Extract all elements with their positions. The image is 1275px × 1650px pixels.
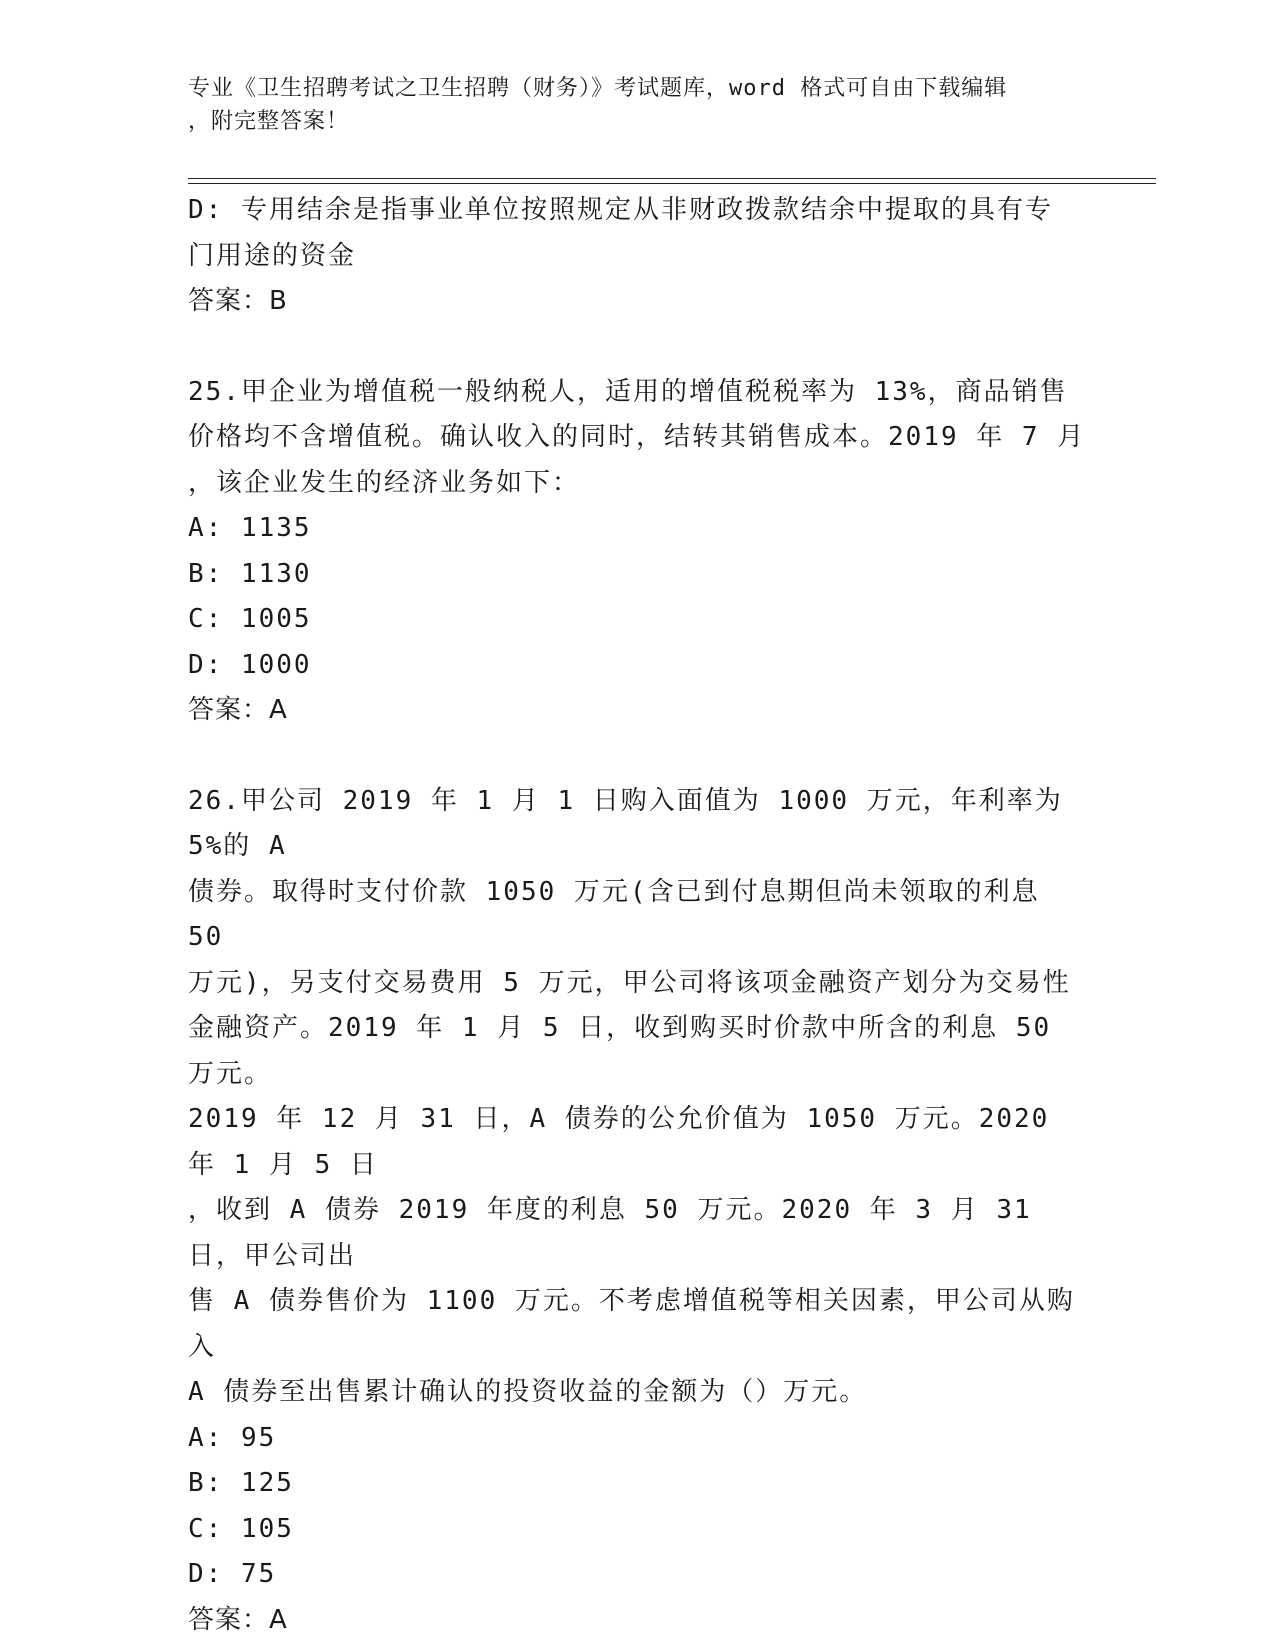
option-d-line-2: 门用途的资金: [188, 240, 357, 271]
answer: 答案：B: [188, 286, 288, 316]
header-divider: [188, 178, 1156, 184]
document-body: [188, 188, 1088, 1643]
question-stem-line: ，该企业发生的经济业务如下：: [188, 467, 581, 498]
question-stem-line: ，收到 A 债券 2019 年度的利息 50 万元。2020 年 3 月 31 日，甲公司出: [188, 1195, 1032, 1271]
header-line-2: ，附完整答案！: [188, 109, 350, 134]
option-a: A: 1135: [188, 513, 312, 543]
question-stem-line: 2019 年 12 月 31 日，A 债券的公允价值为 1050 万元。2020 年 1 月 5 日: [188, 1104, 1050, 1180]
question-stem-line: 金融资产。2019 年 1 月 5 日，收到购买时价款中所含的利息 50 万元。: [188, 1013, 1052, 1089]
question-stem-line: 债券。取得时支付价款 1050 万元(含已到付息期但尚未领取的利息 50: [188, 876, 1040, 952]
question-stem-line: 万元)，另支付交易费用 5 万元，甲公司将该项金融资产划分为交易性: [188, 967, 1071, 998]
option-c: C: 1005: [188, 604, 312, 634]
question-stem-line: 价格均不含增值税。确认收入的同时，结转其销售成本。2019 年 7 月: [188, 422, 1086, 452]
option-b: B: 1130: [188, 558, 312, 589]
option-d-line-1: D: 专用结余是指事业单位按照规定从非财政拨款结余中提取的具有专: [188, 195, 1053, 225]
document-header: [188, 72, 1068, 138]
question-stem-line: A 债券至出售累计确认的投资收益的金额为（）万元。: [188, 1377, 868, 1407]
option-d: D: 1000: [188, 649, 312, 680]
header-line-1: 专业《卫生招聘考试之卫生招聘（财务）》考试题库，word 格式可自由下载编辑: [188, 76, 1008, 101]
question-25: [188, 370, 1088, 734]
option-d: D: 75: [188, 1559, 277, 1589]
question-stem-line: 26.甲公司 2019 年 1 月 1 日购入面值为 1000 万元，年利率为 5%的 A: [188, 785, 1063, 861]
previous-question-tail: [188, 188, 1088, 325]
question-26: [188, 779, 1088, 1644]
option-a: A: 95: [188, 1422, 277, 1453]
question-stem-line: 25.甲企业为增值税一般纳税人，适用的增值税税率为 13%，商品销售: [188, 376, 1068, 407]
question-stem-line: 售 A 债券售价为 1100 万元。不考虑增值税等相关因素，甲公司从购入: [188, 1286, 1075, 1362]
option-b: B: 125: [188, 1468, 294, 1498]
answer: 答案：A: [188, 695, 288, 725]
answer: 答案：A: [188, 1604, 288, 1635]
option-c: C: 105: [188, 1513, 294, 1544]
